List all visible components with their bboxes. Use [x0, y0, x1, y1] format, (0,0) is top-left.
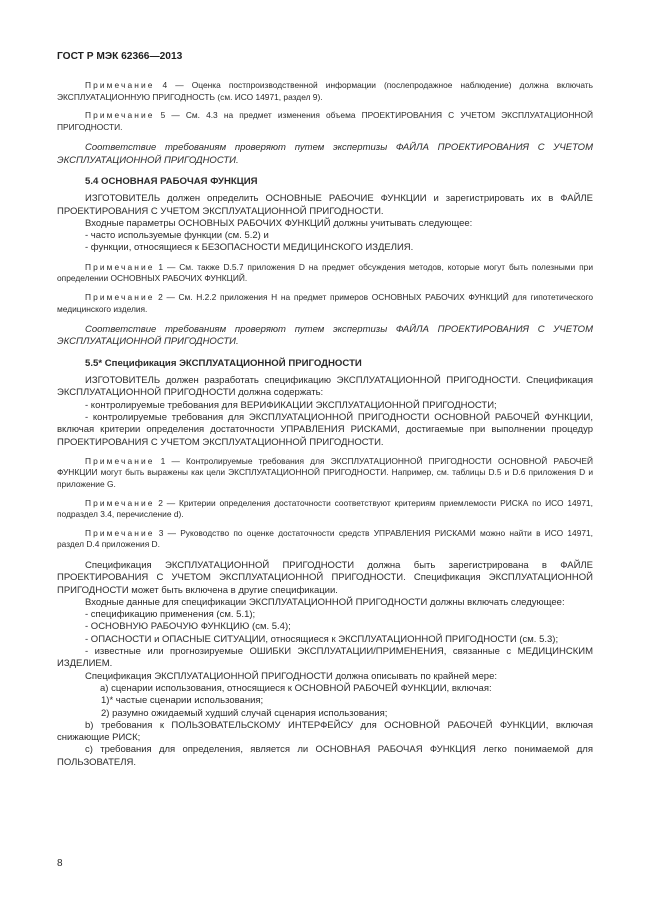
- note-text: 2 — Критерии определения достаточности соответствуют критериям приемлемости РИСКА по ИСО 14971, подраздел 3.4, перечисление d).: [57, 497, 593, 520]
- sub-list-item: 2) разумно ожидаемый худший случай сценария использования;: [101, 707, 388, 719]
- list-item: c) требования для определения, является ли ОСНОВНАЯ РАБОЧАЯ ФУНКЦИЯ легко понимаемой для ПОЛЬЗОВАТЕЛЯ.: [57, 744, 593, 768]
- paragraph: Входные параметры ОСНОВНЫХ РАБОЧИХ ФУНКЦИЙ должны учитывать следующее:: [85, 217, 473, 229]
- section-heading-5-4: 5.4 ОСНОВНАЯ РАБОЧАЯ ФУНКЦИЯ: [85, 175, 258, 187]
- note-label: Примечание: [85, 261, 155, 272]
- note-5-5-3: [57, 528, 593, 551]
- note-5: [57, 110, 593, 133]
- note-5-5-2: [57, 498, 593, 521]
- note-5-4-1: [57, 262, 593, 285]
- note-text: 4 — Оценка постпроизводственной информации (послепродажное наблюдение) должна включать ЭКСПЛУАТАЦИОННУЮ ПРИГОДНОСТЬ (см. ИСО 14971, раздел 9).: [57, 80, 593, 102]
- list-item: - контролируемые требования для ЭКСПЛУАТАЦИОННОЙ ПРИГОДНОСТИ ОСНОВНОЙ РАБОЧЕЙ ФУНКЦИИ, включая критерии определения достаточности УПРАВЛЕНИЯ РИСКАМИ, достигаемые при выполнении процедур ПРОЕКТИРОВАНИЯ С УЧЕТОМ ЭКСПЛУАТАЦИОННОЙ ПРИГОДНОСТИ.: [57, 411, 593, 448]
- sub-list-item: [57, 695, 593, 707]
- note-text: 3 — Руководство по оценке достаточности средств УПРАВЛЕНИЯ РИСКАМИ можно найти в ИСО 14971, раздел D.4 приложения D.: [57, 527, 593, 550]
- paragraph: Входные данные для спецификации ЭКСПЛУАТАЦИОННОЙ ПРИГОДНОСТИ должны включать следующее:: [85, 596, 565, 608]
- note-text: 2 — См. H.2.2 приложения H на предмет примеров ОСНОВНЫХ РАБОЧИХ ФУНКЦИЙ для гипотетического медицинского изделия.: [57, 291, 593, 314]
- note-text: 1 — См. также D.5.7 приложения D на предмет обсуждения методов, которые могут быть полезными при определении ОСНОВНЫХ РАБОЧИХ ФУНКЦИЙ.: [57, 261, 593, 284]
- paragraph: Спецификация ЭКСПЛУАТАЦИОННОЙ ПРИГОДНОСТИ должна быть зарегистрирована в ФАЙЛЕ ПРОЕКТИРОВАНИЯ С УЧЕТОМ ЭКСПЛУАТАЦИОННОЙ ПРИГОДНОСТИ. Спецификация ЭКСПЛУАТАЦИОННОЙ ПРИГОДНОСТИ может быть включена в другие спецификации.: [57, 559, 593, 596]
- list-item: - спецификацию применения (см. 5.1);: [85, 609, 256, 621]
- list-item: - часто используемые функции (см. 5.2) и: [85, 230, 269, 242]
- note-4: [57, 80, 593, 103]
- note-label: Примечание: [85, 291, 155, 302]
- paragraph: ИЗГОТОВИТЕЛЬ должен разработать спецификацию ЭКСПЛУАТАЦИОННОЙ ПРИГОДНОСТИ. Спецификация ЭКСПЛУАТАЦИОННОЙ ПРИГОДНОСТИ должна содержать:: [57, 375, 593, 399]
- note-5-5-1: [57, 456, 593, 491]
- paragraph: Спецификация ЭКСПЛУАТАЦИОННОЙ ПРИГОДНОСТИ должна описывать по крайней мере:: [85, 670, 497, 682]
- note-text: 5 — См. 4.3 на предмет изменения объема ПРОЕКТИРОВАНИЯ С УЧЕТОМ ЭКСПЛУАТАЦИОННОЙ ПРИГОДНОСТИ.: [57, 110, 593, 132]
- note-5-4-2: [57, 292, 593, 315]
- compliance-statement: Соответствие требованиям проверяют путем экспертизы ФАЙЛА ПРОЕКТИРОВАНИЯ С УЧЕТОМ ЭКСПЛУАТАЦИОННОЙ ПРИГОДНОСТИ.: [57, 142, 593, 166]
- sub-list-item-text: 1)* частые сценарии использования;: [101, 695, 264, 707]
- list-item: - контролируемые требования для ВЕРИФИКАЦИИ ЭКСПЛУАТАЦИОННОЙ ПРИГОДНОСТИ;: [85, 399, 497, 411]
- page-header-title: ГОСТ Р МЭК 62366—2013: [57, 51, 183, 62]
- list-item: - ОСНОВНУЮ РАБОЧУЮ ФУНКЦИЮ (см. 5.4);: [85, 621, 291, 633]
- list-item: - функции, относящиеся к БЕЗОПАСНОСТИ МЕДИЦИНСКОГО ИЗДЕЛИЯ.: [85, 242, 414, 254]
- list-item: b) требования к ПОЛЬЗОВАТЕЛЬСКОМУ ИНТЕРФЕЙСУ для ОСНОВНОЙ РАБОЧЕЙ ФУНКЦИИ, включая снижающие РИСК;: [57, 719, 593, 744]
- compliance-statement: Соответствие требованиям проверяют путем экспертизы ФАЙЛА ПРОЕКТИРОВАНИЯ С УЧЕТОМ ЭКСПЛУАТАЦИОННОЙ ПРИГОДНОСТИ.: [57, 324, 593, 348]
- page-number: 8: [57, 858, 63, 869]
- note-label: Примечание: [85, 80, 155, 90]
- note-label: Примечание: [85, 497, 155, 508]
- page-content: [57, 80, 593, 769]
- note-label: Примечание: [85, 527, 155, 538]
- section-heading-5-5: 5.5* Спецификация ЭКСПЛУАТАЦИОННОЙ ПРИГОДНОСТИ: [85, 357, 362, 369]
- note-label: Примечание: [85, 110, 155, 121]
- list-item: а) сценарии использования, относящиеся к ОСНОВНОЙ РАБОЧЕЙ ФУНКЦИИ, включая:: [100, 682, 492, 694]
- paragraph: ИЗГОТОВИТЕЛЬ должен определить ОСНОВНЫЕ РАБОЧИЕ ФУНКЦИИ и зарегистрировать их в ФАЙЛЕ ПРОЕКТИРОВАНИЯ С УЧЕТОМ ЭКСПЛУАТАЦИОННОЙ ПРИГОДНОСТИ.: [57, 193, 593, 217]
- note-label: Примечание: [85, 455, 155, 466]
- list-item: - ОПАСНОСТИ и ОПАСНЫЕ СИТУАЦИИ, относящиеся к ЭКСПЛУАТАЦИОННОЙ ПРИГОДНОСТИ (см. 5.3);: [85, 633, 559, 645]
- list-item: - известные или прогнозируемые ОШИБКИ ЭКСПЛУАТАЦИИ/ПРИМЕНЕНИЯ, связанные с МЕДИЦИНСКИМ ИЗДЕЛИЕМ.: [57, 646, 593, 670]
- note-text: 1 — Контролируемые требования для ЭКСПЛУАТАЦИОННОЙ ПРИГОДНОСТИ ОСНОВНОЙ РАБОЧЕЙ ФУНКЦИИ могут быть выражены как цели ЭКСПЛУАТАЦИОННОЙ ПРИГОДНОСТИ. Например, см. таблицы D.5 и D.6 приложения D и приложение G.: [57, 455, 593, 489]
